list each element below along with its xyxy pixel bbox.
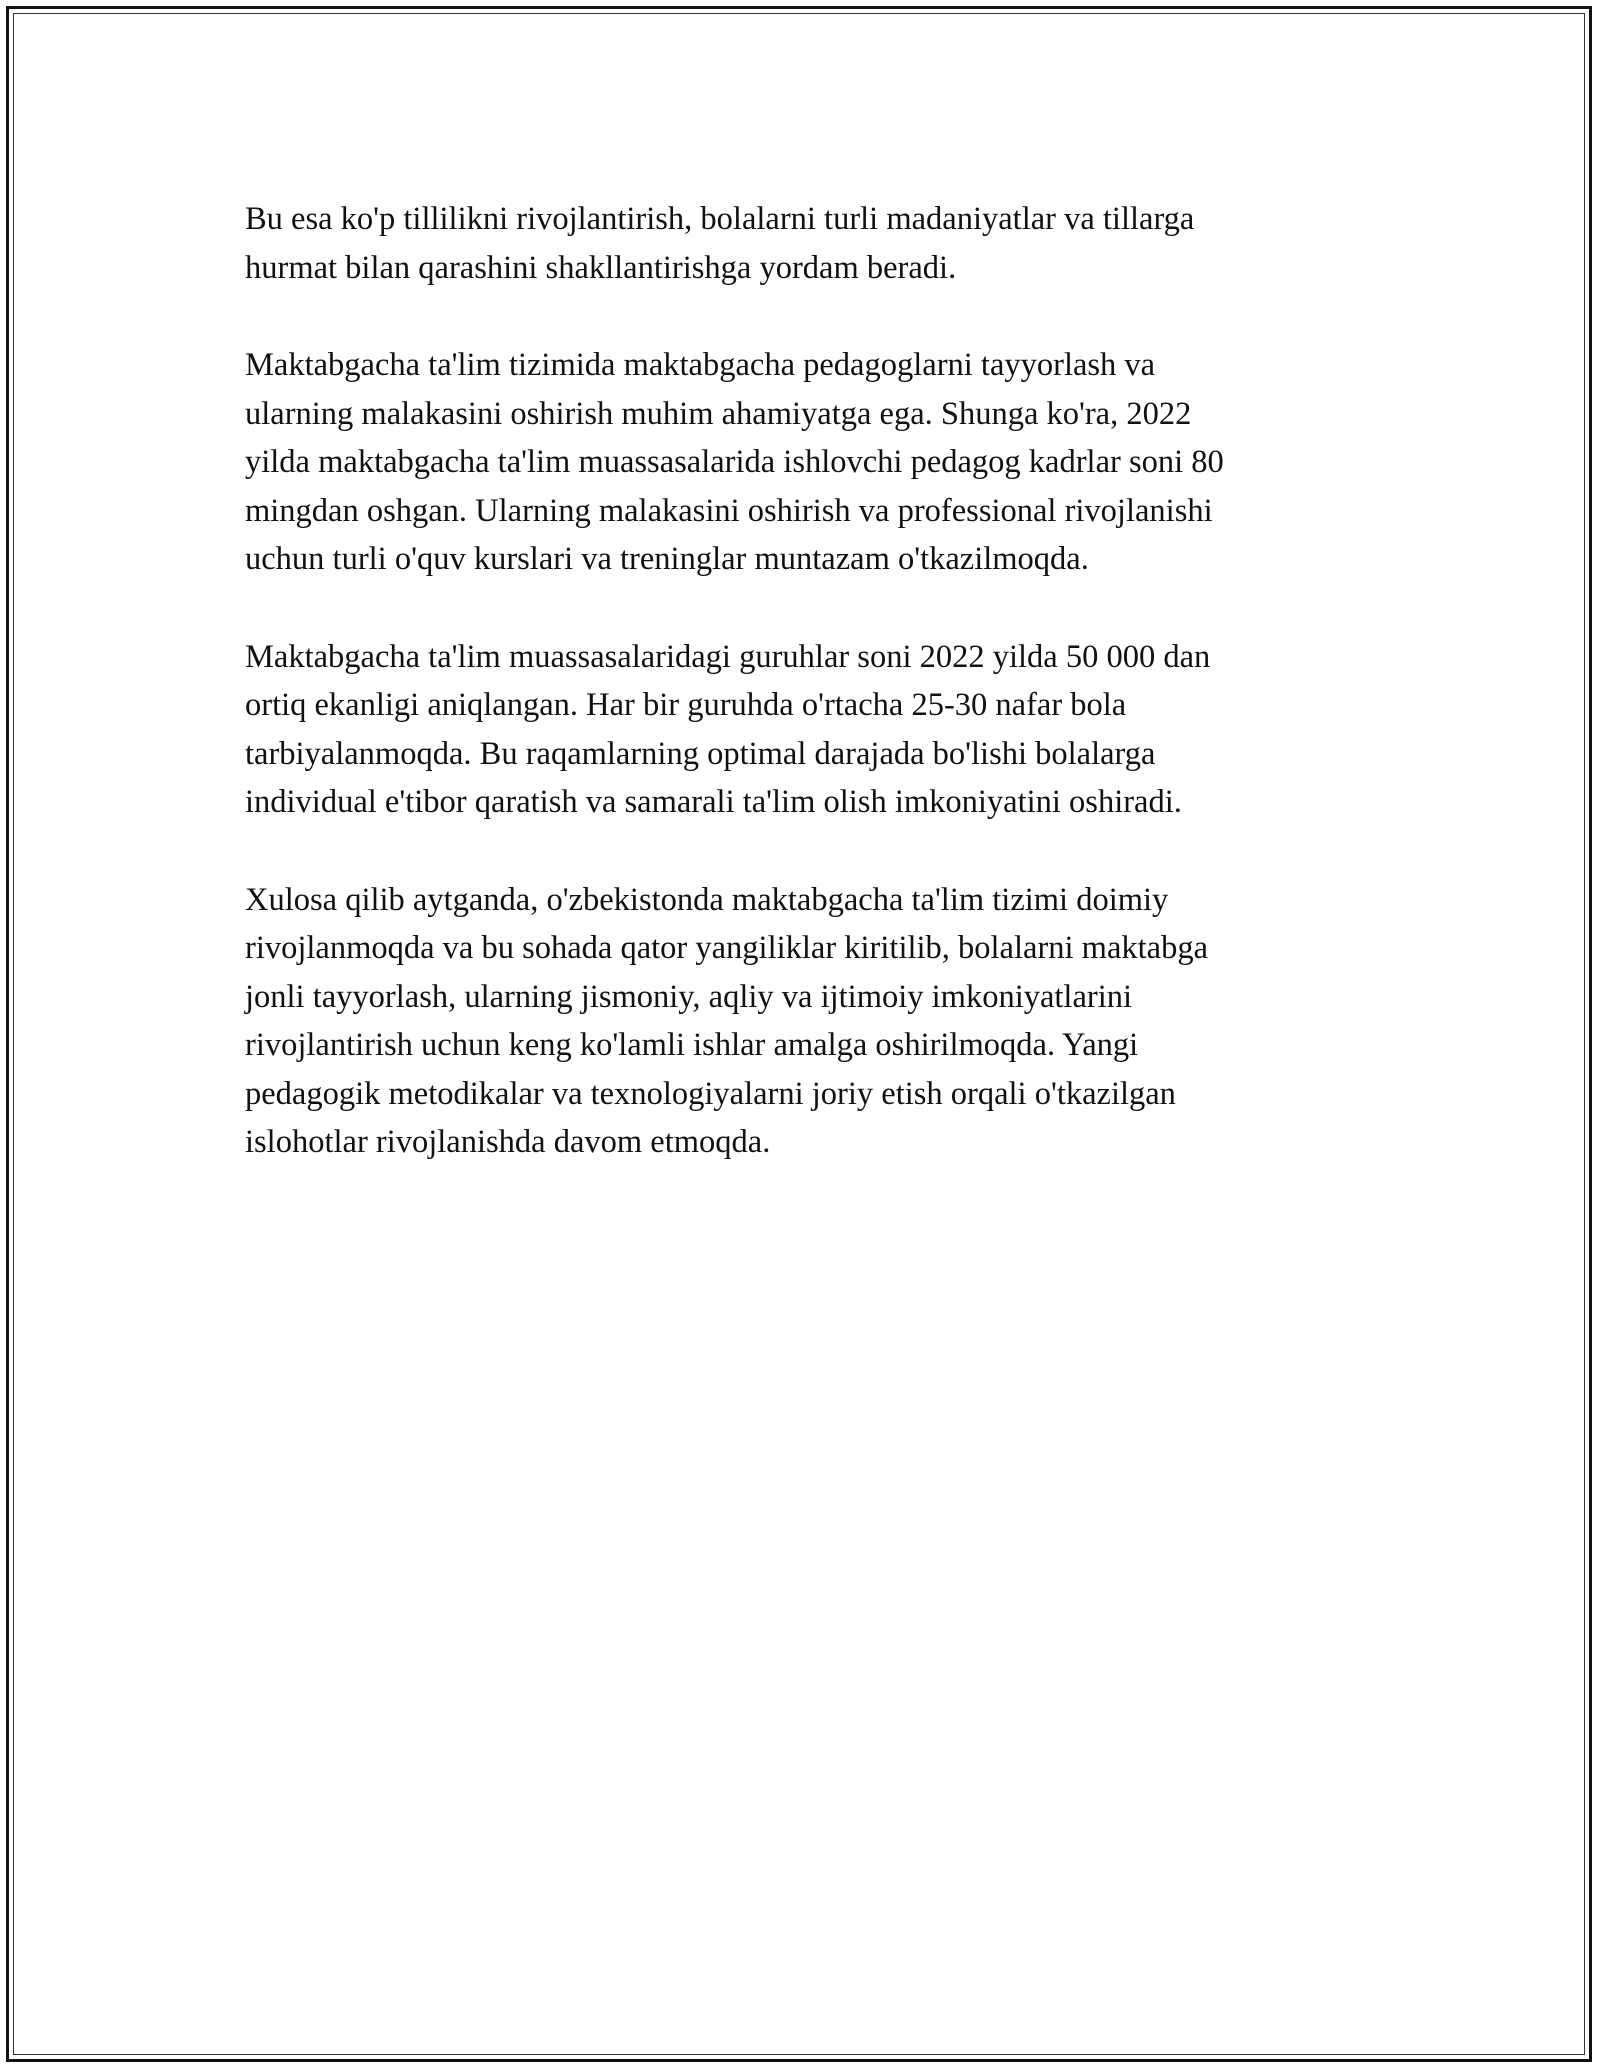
text-line: ularning malakasini oshirish muhim ahamiyatga ega. Shunga ko'ra, 2022 <box>245 395 1192 432</box>
text-line: tarbiyalanmoqda. Bu raqamlarning optimal darajada bo'lishi bolalarga <box>245 735 1156 772</box>
text-line: rivojlanmoqda va bu sohada qator yangiliklar kiritilib, bolalarni maktabga <box>245 930 1209 966</box>
paragraph-2 <box>245 341 1375 584</box>
paragraph-1 <box>245 195 1375 292</box>
text-line: yilda maktabgacha ta'lim muassasalarida ishlovchi pedagog kadrlar soni 80 <box>245 444 1224 480</box>
text-line: Maktabgacha ta'lim tizimida maktabgacha pedagoglarni tayyorlash va <box>245 347 1156 383</box>
paragraph-4 <box>245 876 1375 1167</box>
text-line: mingdan oshgan. Ularning malakasini oshirish va professional rivojlanishi <box>245 492 1213 529</box>
paragraph-3 <box>245 633 1375 827</box>
page-frame <box>6 6 1592 2062</box>
text-line: Maktabgacha ta'lim muassasalaridagi guruhlar soni 2022 yilda 50 000 dan <box>245 638 1211 675</box>
text-line: ortiq ekanligi aniqlangan. Har bir guruhda o'rtacha 25-30 nafar bola <box>245 687 1127 723</box>
text-line: Xulosa qilib aytganda, o'zbekistonda maktabgacha ta'lim tizimi doimiy <box>245 881 1169 918</box>
text-line: rivojlantirish uchun keng ko'lamli ishlar amalga oshirilmoqda. Yangi <box>245 1027 1139 1063</box>
document-body <box>245 195 1375 1216</box>
text-line: hurmat bilan qarashini shakllantirishga yordam beradi. <box>245 249 957 286</box>
text-line: uchun turli o'quv kurslari va treninglar muntazam o'tkazilmoqda. <box>245 541 1089 577</box>
text-line: Bu esa ko'p tillilikni rivojlantirish, bolalarni turli madaniyatlar va tillarga <box>245 201 1195 237</box>
text-line: pedagogik metodikalar va texnologiyalarni joriy etish orqali o'tkazilgan <box>245 1075 1176 1112</box>
text-line: jonli tayyorlash, ularning jismoniy, aqliy va ijtimoiy imkoniyatlarini <box>245 978 1133 1015</box>
text-line: islohotlar rivojlanishda davom etmoqda. <box>245 1124 771 1160</box>
text-line: individual e'tibor qaratish va samarali ta'lim olish imkoniyatini oshiradi. <box>245 784 1182 820</box>
